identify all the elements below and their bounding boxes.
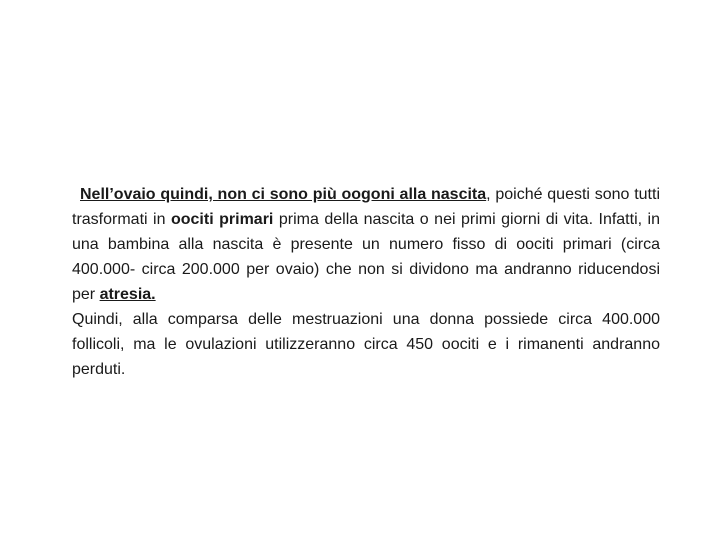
term-atresia: atresia.	[99, 286, 156, 303]
paragraph1-text-b: prima della nascita o nei primi giorni di vita. Infatti, in una bambina alla nascita è presente un numero fisso di oociti primari (circa 400.000- circa 200.000 per ovaio) che non si dividono ma andranno riducendosi per	[72, 211, 660, 303]
paragraph1-text-a: , poiché questi sono tutti trasformati in	[72, 186, 660, 228]
paragraph-menstruation-follicles: Quindi, alla comparsa delle mestruazioni una donna possiede circa 400.000 follicoli, ma le ovulazioni utilizzeranno circa 450 oociti e i rimanenti andranno perduti.	[72, 311, 660, 378]
term-primary-oocytes: oociti primari	[170, 211, 274, 228]
text-block	[72, 182, 660, 382]
paragraph-ovary-oogonia	[72, 182, 660, 307]
lead-statement: Nell’ovaio quindi, non ci sono più oogoni alla nascita	[80, 186, 487, 203]
